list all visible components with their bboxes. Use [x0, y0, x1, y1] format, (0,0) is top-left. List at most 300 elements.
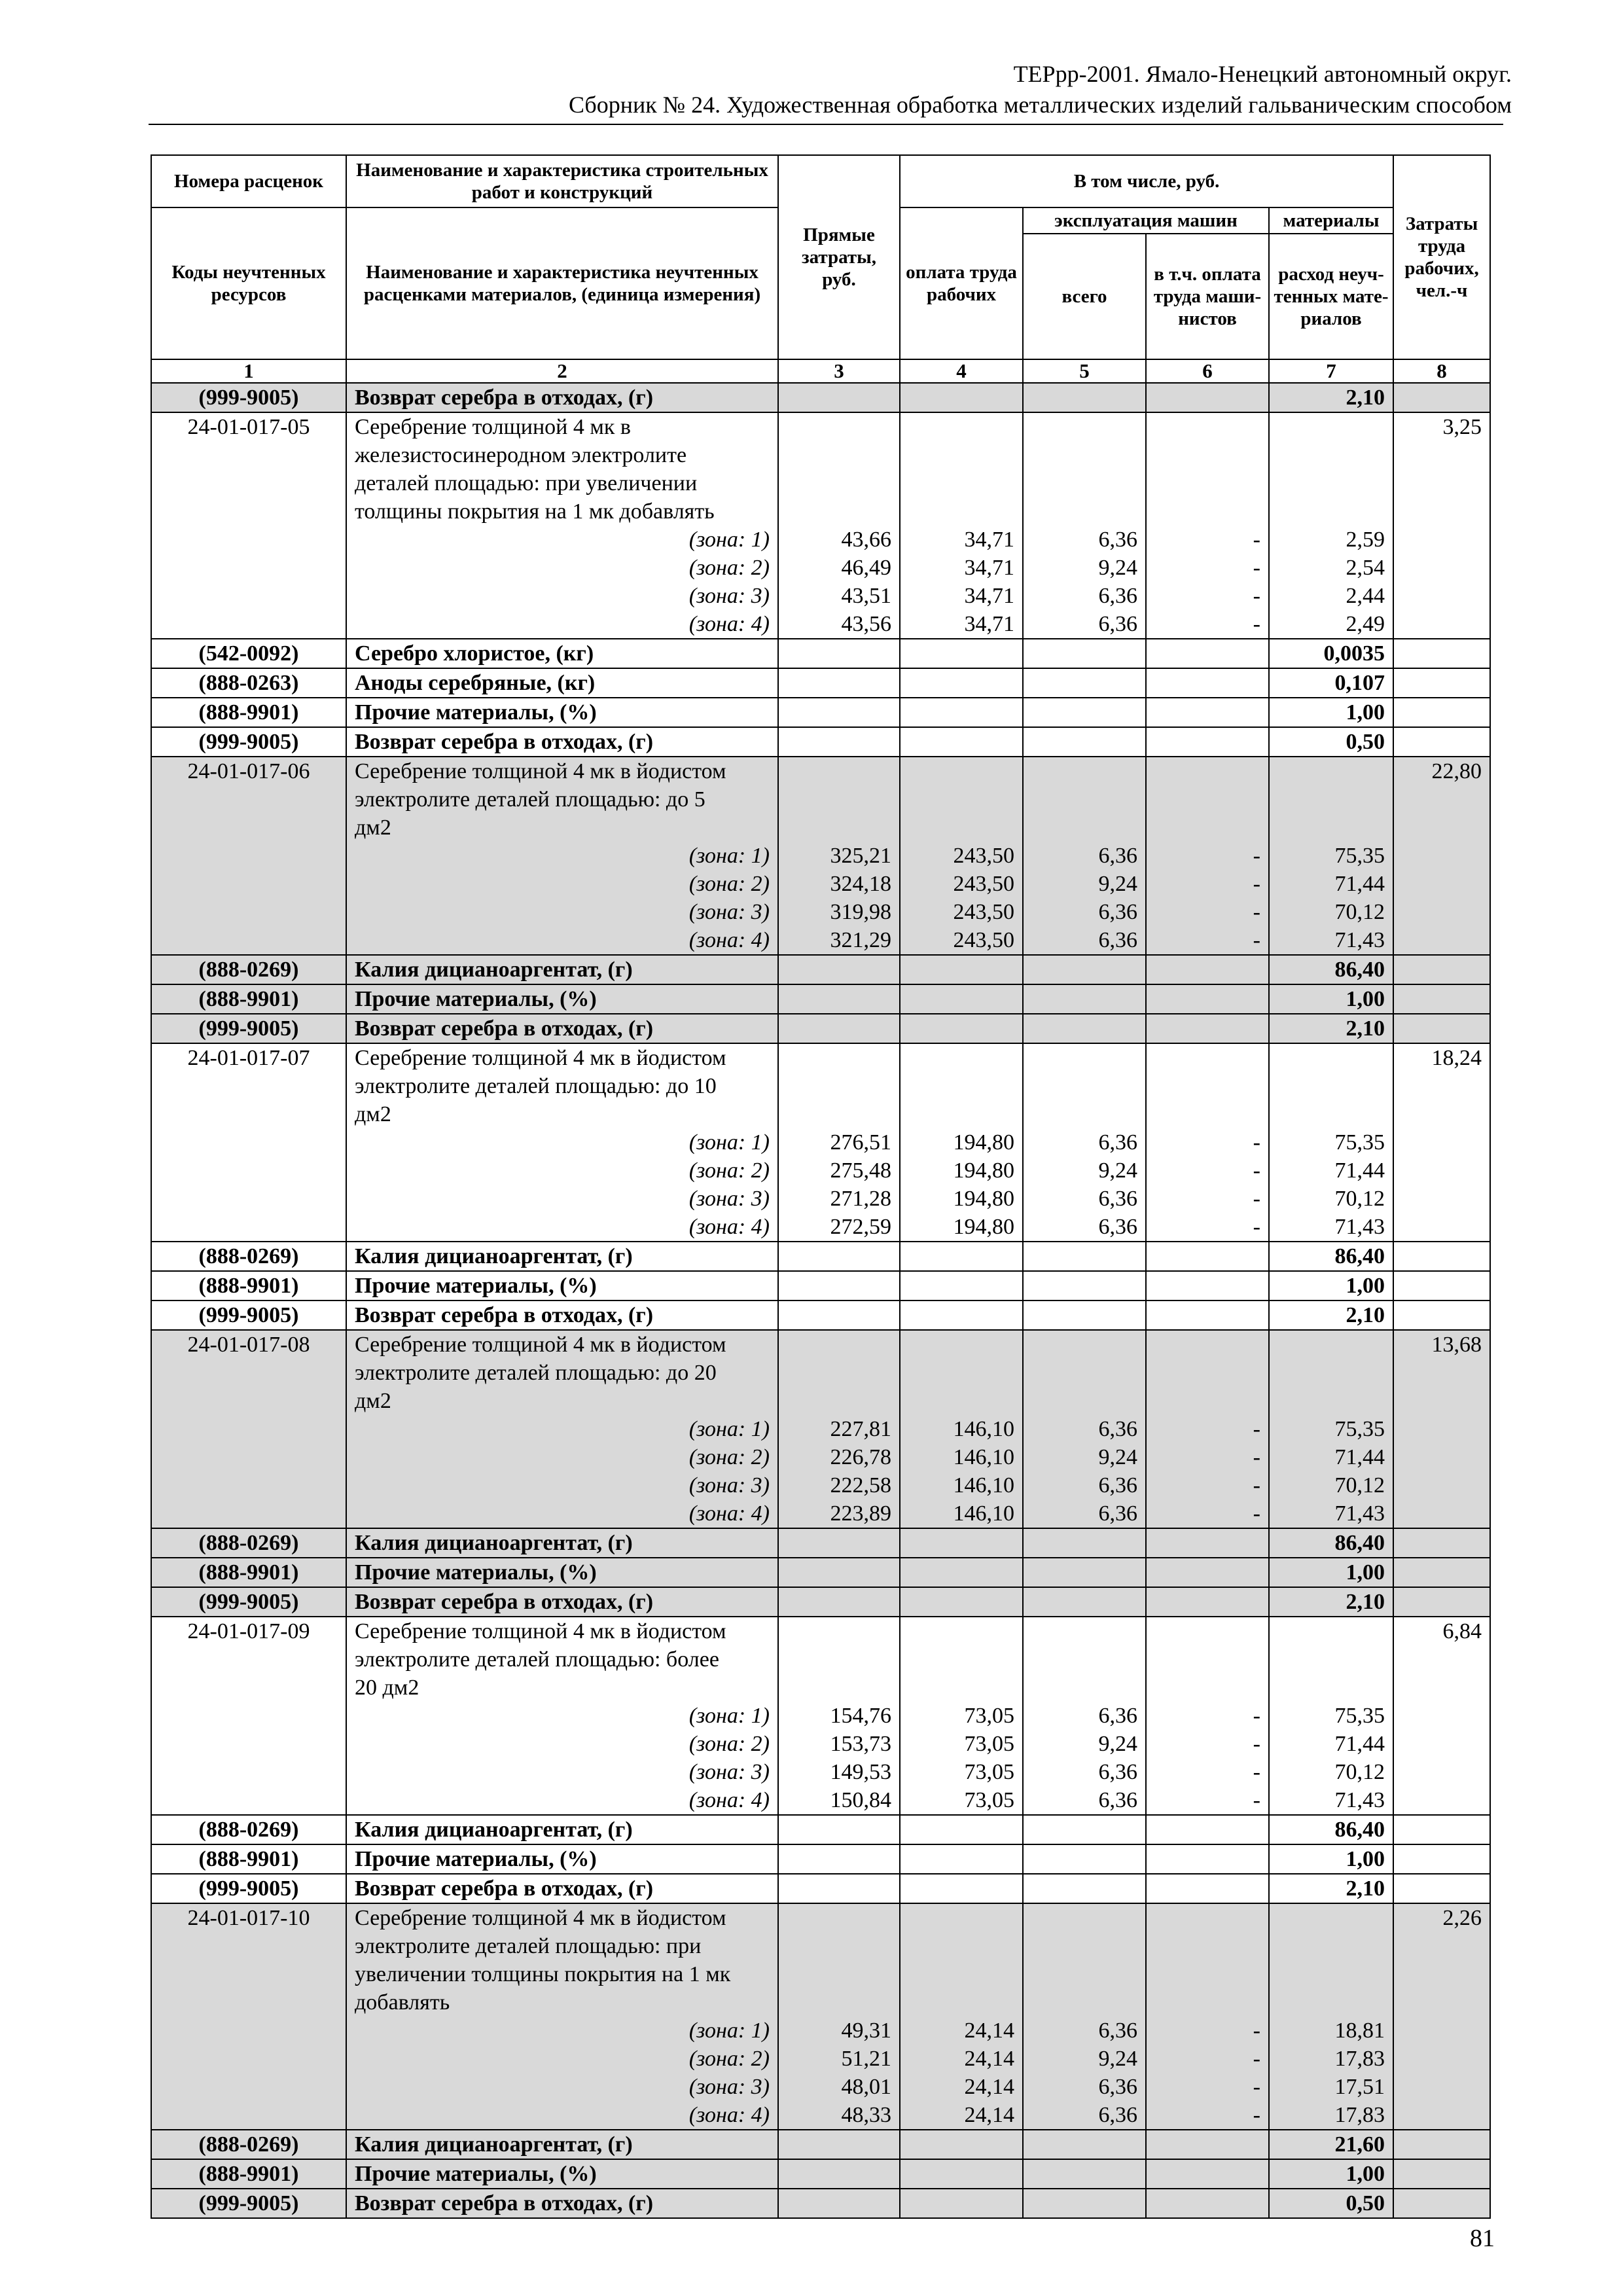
resource-quantity: 1,00 — [1269, 1271, 1393, 1300]
machines-total: 6,36 — [1098, 1501, 1137, 1526]
rate-code: 24-01-017-08 — [187, 1333, 310, 1357]
machines-total: 6,36 — [1098, 844, 1137, 868]
labor-cost: 13,68 — [1431, 1333, 1482, 1357]
resource-quantity: 2,10 — [1269, 1014, 1393, 1043]
labor-cost-cell — [1393, 1903, 1490, 2130]
direct-cost-cell — [778, 1043, 900, 1242]
materials-cost: 2,49 — [1346, 612, 1385, 636]
machines-total: 9,24 — [1098, 2047, 1137, 2071]
labor-cost-cell — [1393, 1617, 1490, 1815]
direct-cost: 49,31 — [841, 2018, 891, 2043]
col-material-name-header: Наименование и характеристика неучтенных расценками материалов, (единица измерения) — [346, 207, 778, 359]
machines-total-cell — [1023, 1330, 1146, 1528]
resource-code: (888-0269) — [151, 1242, 346, 1271]
materials-cost: 75,35 — [1334, 1417, 1385, 1441]
resource-row — [151, 1587, 1490, 1617]
resource-name: Прочие материалы, (%) — [346, 984, 778, 1014]
resource-quantity: 1,00 — [1269, 1844, 1393, 1874]
zone-label: (зона: 1) — [688, 1704, 770, 1728]
resource-code: (999-9005) — [151, 1014, 346, 1043]
machines-total: 9,24 — [1098, 1158, 1137, 1183]
machinist-wages: - — [1253, 1732, 1260, 1756]
resource-quantity: 86,40 — [1269, 1815, 1393, 1844]
rate-code-cell — [151, 1330, 346, 1528]
rate-description-line: электролите деталей площадью: до 5 — [355, 787, 705, 812]
col-group-header: В том числе, руб. — [900, 155, 1393, 207]
machinist-wages: - — [1253, 556, 1260, 580]
resource-code: (888-9901) — [151, 698, 346, 727]
worker-wages: 34,71 — [964, 528, 1014, 552]
machines-total: 6,36 — [1098, 612, 1137, 636]
materials-cost: 18,81 — [1334, 2018, 1385, 2043]
direct-cost: 321,29 — [830, 928, 891, 952]
machinist-wages-cell — [1146, 1043, 1269, 1242]
resource-name: Калия дицианоаргентат, (г) — [346, 1528, 778, 1558]
rate-code-cell — [151, 757, 346, 955]
resource-quantity: 0,50 — [1269, 2189, 1393, 2218]
materials-cost-cell — [1269, 757, 1393, 955]
rate-code: 24-01-017-10 — [187, 1906, 310, 1930]
resource-code: (888-0269) — [151, 2130, 346, 2159]
resource-row — [151, 727, 1490, 757]
direct-cost: 51,21 — [841, 2047, 891, 2071]
rate-description-line: электролите деталей площадью: до 20 — [355, 1361, 717, 1385]
resource-row — [151, 1815, 1490, 1844]
rate-description-line: электролите деталей площадью: более — [355, 1647, 719, 1672]
direct-cost: 48,01 — [841, 2075, 891, 2099]
rate-description-line: увеличении толщины покрытия на 1 мк — [355, 1962, 731, 1986]
direct-cost: 276,51 — [830, 1130, 891, 1155]
machinist-wages: - — [1253, 2103, 1260, 2127]
zone-label: (зона: 3) — [688, 2075, 770, 2099]
resource-name: Калия дицианоаргентат, (г) — [346, 1242, 778, 1271]
worker-wages-cell — [900, 1903, 1023, 2130]
rate-description-cell — [346, 1903, 778, 2130]
zone-label: (зона: 4) — [688, 1501, 770, 1526]
resource-name: Калия дицианоаргентат, (г) — [346, 955, 778, 984]
zone-label: (зона: 4) — [688, 1788, 770, 1812]
rate-code: 24-01-017-09 — [187, 1619, 310, 1643]
rate-description-line: Серебрение толщиной 4 мк в йодистом — [355, 1619, 726, 1643]
rate-code-cell — [151, 412, 346, 639]
materials-cost: 17,83 — [1334, 2047, 1385, 2071]
worker-wages: 194,80 — [953, 1130, 1014, 1155]
rate-description-line: дм2 — [355, 1102, 391, 1126]
zone-label: (зона: 2) — [688, 556, 770, 580]
resource-code: (999-9005) — [151, 1874, 346, 1903]
worker-wages: 243,50 — [953, 928, 1014, 952]
rate-description-line: Серебрение толщиной 4 мк в йодистом — [355, 1046, 726, 1070]
machines-total: 6,36 — [1098, 1130, 1137, 1155]
worker-wages: 146,10 — [953, 1445, 1014, 1469]
col-labor-costs-header: Затраты труда рабочих, чел.-ч — [1393, 155, 1490, 359]
machines-total: 6,36 — [1098, 1704, 1137, 1728]
col-machines-total-header: всего — [1023, 234, 1146, 359]
rate-row — [151, 1903, 1490, 2130]
col-rate-numbers-header: Номера расценок — [151, 155, 346, 207]
direct-cost: 43,56 — [841, 612, 891, 636]
rate-description-line: толщины покрытия на 1 мк добавлять — [355, 499, 715, 524]
resource-quantity: 1,00 — [1269, 698, 1393, 727]
resource-code: (999-9005) — [151, 2189, 346, 2218]
resource-quantity: 2,10 — [1269, 1300, 1393, 1330]
resource-code: (888-9901) — [151, 984, 346, 1014]
table-header — [151, 155, 1490, 383]
labor-cost: 18,24 — [1431, 1046, 1482, 1070]
zone-label: (зона: 3) — [688, 1187, 770, 1211]
resource-row — [151, 955, 1490, 984]
resource-quantity: 2,10 — [1269, 383, 1393, 412]
worker-wages: 73,05 — [964, 1788, 1014, 1812]
machines-total-cell — [1023, 1903, 1146, 2130]
resource-name: Возврат серебра в отходах, (г) — [346, 383, 778, 412]
resource-row — [151, 2130, 1490, 2159]
resource-quantity: 1,00 — [1269, 984, 1393, 1014]
worker-wages: 34,71 — [964, 584, 1014, 608]
zone-label: (зона: 2) — [688, 1445, 770, 1469]
zone-label: (зона: 2) — [688, 1158, 770, 1183]
machinist-wages: - — [1253, 1704, 1260, 1728]
rate-code-cell — [151, 1043, 346, 1242]
direct-cost: 325,21 — [830, 844, 891, 868]
col-number: 7 — [1269, 359, 1393, 383]
resource-quantity: 0,107 — [1269, 668, 1393, 698]
zone-label: (зона: 1) — [688, 1130, 770, 1155]
col-direct-costs-header: Прямые затраты, руб. — [778, 155, 900, 359]
resource-name: Прочие материалы, (%) — [346, 1271, 778, 1300]
direct-cost: 43,66 — [841, 528, 891, 552]
labor-cost-cell — [1393, 412, 1490, 639]
machinist-wages: - — [1253, 872, 1260, 896]
table-row — [151, 383, 1490, 412]
machines-total: 6,36 — [1098, 1187, 1137, 1211]
col-machines-header: эксплуатация машин — [1023, 207, 1269, 234]
resource-code: (888-9901) — [151, 2159, 346, 2189]
zone-label: (зона: 3) — [688, 584, 770, 608]
resource-row — [151, 1300, 1490, 1330]
direct-cost-cell — [778, 1903, 900, 2130]
col-machinist-wages-header: в т.ч. оплата труда маши- нистов — [1146, 234, 1269, 359]
resource-code: (999-9005) — [151, 383, 346, 412]
zone-label: (зона: 3) — [688, 1760, 770, 1784]
resource-code: (999-9005) — [151, 1300, 346, 1330]
direct-cost: 272,59 — [830, 1215, 891, 1239]
direct-cost: 227,81 — [830, 1417, 891, 1441]
worker-wages: 243,50 — [953, 900, 1014, 924]
zone-label: (зона: 1) — [688, 528, 770, 552]
machines-total: 6,36 — [1098, 1473, 1137, 1498]
materials-cost: 71,44 — [1334, 1158, 1385, 1183]
direct-cost: 324,18 — [830, 872, 891, 896]
machines-total: 6,36 — [1098, 1788, 1137, 1812]
direct-cost: 223,89 — [830, 1501, 891, 1526]
resource-row — [151, 1874, 1490, 1903]
rate-description-line: 20 дм2 — [355, 1676, 419, 1700]
worker-wages-cell — [900, 1617, 1023, 1815]
rate-description-line: Серебрение толщиной 4 мк в — [355, 415, 631, 439]
machinist-wages: - — [1253, 1760, 1260, 1784]
resource-row — [151, 1014, 1490, 1043]
rate-description-line: дм2 — [355, 816, 391, 840]
header-rule — [149, 124, 1503, 125]
resource-row — [151, 668, 1490, 698]
zone-label: (зона: 3) — [688, 1473, 770, 1498]
rate-code: 24-01-017-05 — [187, 415, 310, 439]
machinist-wages: - — [1253, 1445, 1260, 1469]
direct-cost: 43,51 — [841, 584, 891, 608]
materials-cost: 70,12 — [1334, 1187, 1385, 1211]
resource-quantity: 2,10 — [1269, 1874, 1393, 1903]
col-number: 5 — [1023, 359, 1146, 383]
materials-cost: 71,43 — [1334, 1215, 1385, 1239]
resource-code: (888-0269) — [151, 1528, 346, 1558]
column-numbers-row — [151, 359, 1490, 383]
resource-quantity: 86,40 — [1269, 1528, 1393, 1558]
resource-name: Калия дицианоаргентат, (г) — [346, 1815, 778, 1844]
zone-label: (зона: 4) — [688, 1215, 770, 1239]
resource-code: (999-9005) — [151, 727, 346, 757]
materials-cost-cell — [1269, 1617, 1393, 1815]
worker-wages-cell — [900, 1330, 1023, 1528]
col-materials-header: материалы — [1269, 207, 1393, 234]
resource-name: Серебро хлористое, (кг) — [346, 639, 778, 668]
col-number: 8 — [1393, 359, 1490, 383]
direct-cost: 226,78 — [830, 1445, 891, 1469]
resource-row — [151, 698, 1490, 727]
direct-cost: 271,28 — [830, 1187, 891, 1211]
direct-cost: 154,76 — [830, 1704, 891, 1728]
worker-wages-cell — [900, 757, 1023, 955]
materials-cost: 71,43 — [1334, 928, 1385, 952]
machinist-wages: - — [1253, 528, 1260, 552]
resource-row — [151, 2189, 1490, 2218]
machinist-wages: - — [1253, 584, 1260, 608]
worker-wages: 24,14 — [964, 2075, 1014, 2099]
resource-quantity: 1,00 — [1269, 1558, 1393, 1587]
machines-total: 9,24 — [1098, 556, 1137, 580]
materials-cost: 17,51 — [1334, 2075, 1385, 2099]
zone-label: (зона: 2) — [688, 2047, 770, 2071]
resource-code: (888-0263) — [151, 668, 346, 698]
machinist-wages-cell — [1146, 412, 1269, 639]
machinist-wages-cell — [1146, 757, 1269, 955]
machinist-wages: - — [1253, 900, 1260, 924]
resource-row — [151, 1844, 1490, 1874]
machinist-wages: - — [1253, 1130, 1260, 1155]
table-body — [151, 383, 1490, 2218]
materials-cost: 70,12 — [1334, 900, 1385, 924]
worker-wages: 194,80 — [953, 1158, 1014, 1183]
rate-description-cell — [346, 1330, 778, 1528]
resource-row — [151, 984, 1490, 1014]
machinist-wages: - — [1253, 2075, 1260, 2099]
resource-row — [151, 639, 1490, 668]
running-header-title: ТЕРрр-2001. Ямало-Ненецкий автономный округ. — [1013, 61, 1512, 87]
worker-wages: 146,10 — [953, 1473, 1014, 1498]
worker-wages: 24,14 — [964, 2047, 1014, 2071]
col-number: 1 — [151, 359, 346, 383]
materials-cost: 71,43 — [1334, 1501, 1385, 1526]
worker-wages: 34,71 — [964, 612, 1014, 636]
col-resource-codes-header: Коды неучтенных ресурсов — [151, 207, 346, 359]
zone-label: (зона: 1) — [688, 1417, 770, 1441]
labor-cost-cell — [1393, 757, 1490, 955]
machines-total-cell — [1023, 412, 1146, 639]
machinist-wages: - — [1253, 844, 1260, 868]
materials-cost: 2,59 — [1346, 528, 1385, 552]
materials-cost-cell — [1269, 1903, 1393, 2130]
materials-cost: 71,44 — [1334, 1732, 1385, 1756]
machines-total: 9,24 — [1098, 1445, 1137, 1469]
rate-description-line: деталей площадью: при увеличении — [355, 471, 698, 495]
worker-wages: 194,80 — [953, 1215, 1014, 1239]
machinist-wages: - — [1253, 1417, 1260, 1441]
direct-cost: 319,98 — [830, 900, 891, 924]
direct-cost: 149,53 — [830, 1760, 891, 1784]
resource-name: Прочие материалы, (%) — [346, 698, 778, 727]
machinist-wages: - — [1253, 1501, 1260, 1526]
direct-cost: 222,58 — [830, 1473, 891, 1498]
col-number: 6 — [1146, 359, 1269, 383]
labor-cost-cell — [1393, 1043, 1490, 1242]
materials-cost: 70,12 — [1334, 1760, 1385, 1784]
machines-total: 6,36 — [1098, 2103, 1137, 2127]
rate-description-cell — [346, 757, 778, 955]
rate-description-line: Серебрение толщиной 4 мк в йодистом — [355, 1906, 726, 1930]
worker-wages-cell — [900, 412, 1023, 639]
materials-cost: 2,54 — [1346, 556, 1385, 580]
rate-description-line: дм2 — [355, 1389, 391, 1413]
resource-code: (888-9901) — [151, 1558, 346, 1587]
resource-quantity: 2,10 — [1269, 1587, 1393, 1617]
materials-cost-cell — [1269, 1330, 1393, 1528]
labor-cost-cell — [1393, 1330, 1490, 1528]
page-number: 81 — [1470, 2225, 1495, 2252]
materials-cost: 75,35 — [1334, 1704, 1385, 1728]
worker-wages: 73,05 — [964, 1732, 1014, 1756]
worker-wages: 24,14 — [964, 2018, 1014, 2043]
col-material-usage-header: расход неуч- тенных мате- риалов — [1269, 234, 1393, 359]
materials-cost: 71,43 — [1334, 1788, 1385, 1812]
rate-description-line: добавлять — [355, 1990, 450, 2015]
materials-cost: 17,83 — [1334, 2103, 1385, 2127]
col-wages-header: оплата труда рабочих — [900, 207, 1023, 359]
machinist-wages: - — [1253, 1158, 1260, 1183]
direct-cost: 275,48 — [830, 1158, 891, 1183]
col-number: 3 — [778, 359, 900, 383]
resource-name: Возврат серебра в отходах, (г) — [346, 1874, 778, 1903]
materials-cost-cell — [1269, 412, 1393, 639]
zone-label: (зона: 2) — [688, 1732, 770, 1756]
resource-quantity: 86,40 — [1269, 955, 1393, 984]
machines-total-cell — [1023, 1043, 1146, 1242]
machines-total: 6,36 — [1098, 528, 1137, 552]
worker-wages: 243,50 — [953, 844, 1014, 868]
zone-label: (зона: 3) — [688, 900, 770, 924]
rate-description-line: Серебрение толщиной 4 мк в йодистом — [355, 1333, 726, 1357]
zone-label: (зона: 4) — [688, 612, 770, 636]
worker-wages: 24,14 — [964, 2103, 1014, 2127]
worker-wages-cell — [900, 1043, 1023, 1242]
machines-total: 6,36 — [1098, 2075, 1137, 2099]
direct-cost-cell — [778, 1617, 900, 1815]
machinist-wages-cell — [1146, 1903, 1269, 2130]
rate-code: 24-01-017-07 — [187, 1046, 310, 1070]
machinist-wages: - — [1253, 612, 1260, 636]
labor-cost: 2,26 — [1442, 1906, 1482, 1930]
machinist-wages: - — [1253, 928, 1260, 952]
machines-total: 9,24 — [1098, 1732, 1137, 1756]
col-work-name-header: Наименование и характеристика строительных работ и конструкций — [346, 155, 778, 207]
machines-total: 6,36 — [1098, 584, 1137, 608]
materials-cost-cell — [1269, 1043, 1393, 1242]
resource-quantity: 0,50 — [1269, 727, 1393, 757]
materials-cost: 71,44 — [1334, 872, 1385, 896]
direct-cost: 150,84 — [830, 1788, 891, 1812]
running-header-collection: Сборник № 24. Художественная обработка металлических изделий гальваническим способом — [568, 92, 1512, 118]
machinist-wages: - — [1253, 1187, 1260, 1211]
resource-name: Возврат серебра в отходах, (г) — [346, 1014, 778, 1043]
resource-row — [151, 1271, 1490, 1300]
resource-row — [151, 1528, 1490, 1558]
col-number: 2 — [346, 359, 778, 383]
resource-code: (888-9901) — [151, 1271, 346, 1300]
zone-label: (зона: 1) — [688, 844, 770, 868]
machinist-wages: - — [1253, 1788, 1260, 1812]
col-number: 4 — [900, 359, 1023, 383]
rate-description-line: электролите деталей площадью: до 10 — [355, 1074, 717, 1098]
worker-wages: 194,80 — [953, 1187, 1014, 1211]
worker-wages: 243,50 — [953, 872, 1014, 896]
resource-name: Возврат серебра в отходах, (г) — [346, 727, 778, 757]
resource-name: Прочие материалы, (%) — [346, 2159, 778, 2189]
direct-cost-cell — [778, 412, 900, 639]
zone-label: (зона: 4) — [688, 928, 770, 952]
rate-description-cell — [346, 412, 778, 639]
resource-code: (888-0269) — [151, 955, 346, 984]
rate-row — [151, 1330, 1490, 1528]
machinist-wages: - — [1253, 1215, 1260, 1239]
worker-wages: 146,10 — [953, 1417, 1014, 1441]
rate-description-line: Серебрение толщиной 4 мк в йодистом — [355, 759, 726, 783]
machines-total: 6,36 — [1098, 1215, 1137, 1239]
machinist-wages: - — [1253, 2047, 1260, 2071]
rates-table — [151, 154, 1491, 2219]
resource-row — [151, 1242, 1490, 1271]
direct-cost: 46,49 — [841, 556, 891, 580]
machines-total-cell — [1023, 1617, 1146, 1815]
resource-name: Возврат серебра в отходах, (г) — [346, 1587, 778, 1617]
rate-description-cell — [346, 1043, 778, 1242]
resource-row — [151, 1558, 1490, 1587]
machines-total: 6,36 — [1098, 1760, 1137, 1784]
rate-description-cell — [346, 1617, 778, 1815]
machines-total: 6,36 — [1098, 928, 1137, 952]
labor-cost: 3,25 — [1442, 415, 1482, 439]
rate-code-cell — [151, 1903, 346, 2130]
direct-cost: 153,73 — [830, 1732, 891, 1756]
worker-wages: 34,71 — [964, 556, 1014, 580]
resource-name: Аноды серебряные, (кг) — [346, 668, 778, 698]
rate-row — [151, 1043, 1490, 1242]
resource-name: Прочие материалы, (%) — [346, 1558, 778, 1587]
machines-total-cell — [1023, 757, 1146, 955]
rate-description-line: электролите деталей площадью: при — [355, 1934, 702, 1958]
direct-cost-cell — [778, 1330, 900, 1528]
resource-name: Калия дицианоаргентат, (г) — [346, 2130, 778, 2159]
worker-wages: 73,05 — [964, 1704, 1014, 1728]
machines-total: 6,36 — [1098, 900, 1137, 924]
